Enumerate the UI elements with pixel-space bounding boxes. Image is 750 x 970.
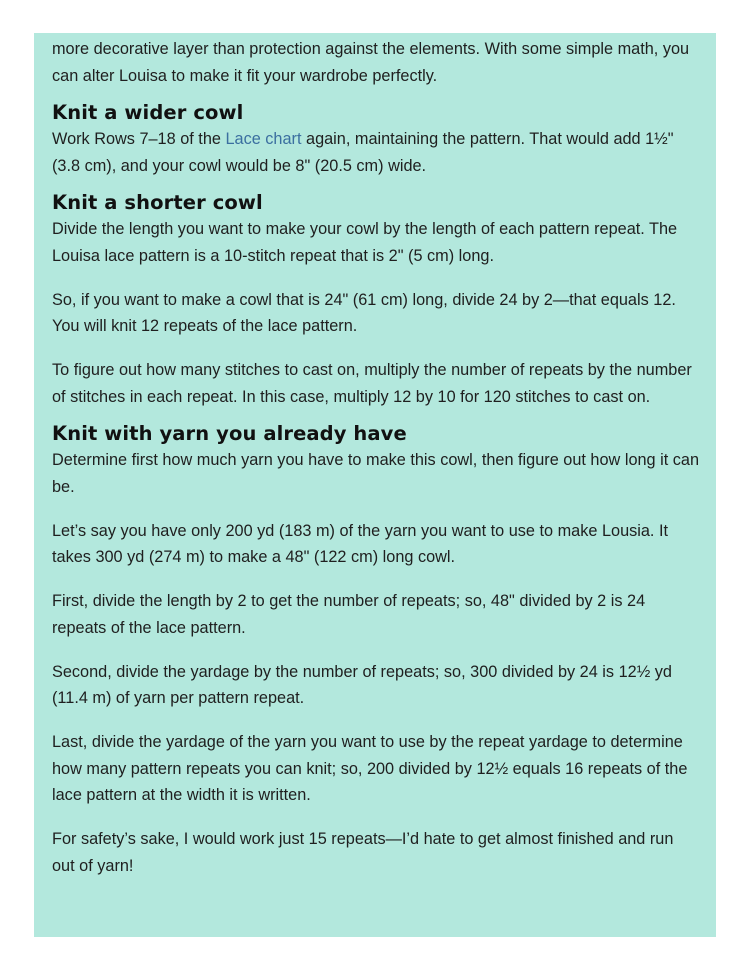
heading-wider-cowl: Knit a wider cowl	[52, 101, 244, 124]
shorter-paragraph-2: So, if you want to make a cowl that is 24" (61 cm) long, divide 24 by 2—that equals 12. You will knit 12 repeats of the lace pattern.	[52, 290, 676, 335]
shorter-paragraph-1: Divide the length you want to make your cowl by the length of each pattern repeat. The Louisa lace pattern is a 10-stitch repeat that is 2" (5 cm) long.	[52, 220, 678, 265]
heading-yarn-you-have: Knit with yarn you already have	[52, 422, 407, 445]
yarn-paragraph-3: First, divide the length by 2 to get the number of repeats; so, 48" divided by 2 is 24 repeats of the lace pattern.	[52, 592, 646, 637]
yarn-paragraph-6: For safety’s sake, I would work just 15 repeats—I’d hate to get almost finished and run out of yarn!	[52, 830, 674, 875]
yarn-paragraph-4: Second, divide the yardage by the number of repeats; so, 300 divided by 24 is 12½ yd (11.4 m) of yarn per pattern repeat.	[52, 662, 672, 707]
sidebar-panel	[34, 33, 716, 937]
section-wider-cowl	[52, 99, 700, 179]
wider-cowl-paragraph	[52, 126, 700, 179]
wider-text-before-link: Work Rows 7–18 of the	[52, 130, 226, 148]
heading-shorter-cowl: Knit a shorter cowl	[52, 191, 263, 214]
lace-chart-link[interactable]: Lace chart	[225, 130, 302, 148]
section-yarn-you-have	[52, 420, 700, 879]
wider-text-after-link: again, maintaining the pattern. That would add 1½" (3.8 cm), and your cowl would be 8" (20.5 cm) wide.	[52, 130, 674, 175]
yarn-paragraph-1: Determine first how much yarn you have to make this cowl, then figure out how long it can be.	[52, 451, 700, 496]
yarn-paragraph-5: Last, divide the yardage of the yarn you want to use by the repeat yardage to determine how many pattern repeats you can knit; so, 200 divided by 12½ equals 16 repeats of the lace pattern at the width it is written.	[52, 733, 688, 804]
section-shorter-cowl	[52, 189, 700, 410]
yarn-paragraph-2: Let’s say you have only 200 yd (183 m) of the yarn you want to use to make Lousia. It takes 300 yd (274 m) to make a 48" (122 cm) long cowl.	[52, 521, 669, 566]
intro-paragraph: more decorative layer than protection against the elements. With some simple math, you can alter Louisa to make it fit your wardrobe perfectly.	[52, 40, 690, 85]
shorter-paragraph-3: To figure out how many stitches to cast on, multiply the number of repeats by the number of stitches in each repeat. In this case, multiply 12 by 10 for 120 stitches to cast on.	[52, 361, 692, 406]
